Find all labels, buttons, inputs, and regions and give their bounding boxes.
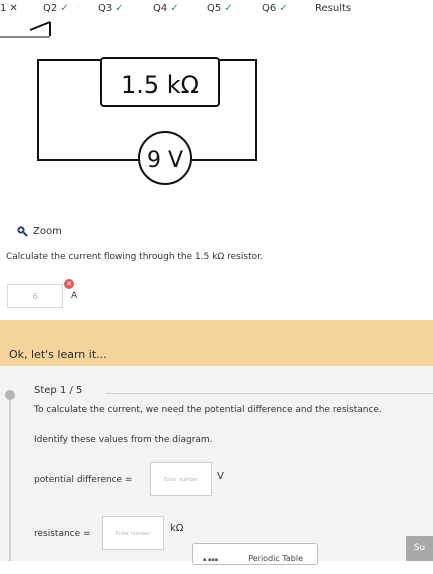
tab-label: Q6 xyxy=(262,3,277,14)
step-indicator-dot xyxy=(5,390,15,400)
resistance-unit: kΩ xyxy=(170,523,184,534)
answer-unit: A xyxy=(71,291,78,301)
check-icon: ✓ xyxy=(224,3,233,14)
zoom-button[interactable] xyxy=(16,224,62,238)
magnifier-icon xyxy=(16,225,28,237)
question-tab-bar xyxy=(0,0,433,18)
learn-header xyxy=(0,320,433,366)
tab-label: 1 xyxy=(0,3,7,14)
learn-panel xyxy=(0,320,433,561)
battery-label: 9 V xyxy=(146,148,184,173)
periodic-table-label: Periodic Table xyxy=(248,554,303,563)
tab-q3[interactable] xyxy=(98,2,124,16)
potential-difference-unit: V xyxy=(217,471,224,482)
submit-button[interactable]: Su xyxy=(406,536,433,561)
check-icon: ✓ xyxy=(279,3,288,14)
check-icon: ✓ xyxy=(115,3,124,14)
tab-results[interactable] xyxy=(315,2,351,16)
answer-input[interactable]: 6 xyxy=(7,284,63,308)
potential-difference-input[interactable]: Enter number xyxy=(150,462,212,496)
periodic-table-button[interactable] xyxy=(192,543,318,565)
check-icon: ✓ xyxy=(60,3,69,14)
periodic-table-icon: ▪ ▪▪▪ xyxy=(203,557,219,563)
instruction-text: To calculate the current, we need the potential difference and the resistance. xyxy=(34,405,382,415)
tab-q6[interactable] xyxy=(262,2,288,16)
resistance-label: resistance = xyxy=(34,529,91,539)
instruction-text-2: Identify these values from the diagram. xyxy=(34,435,213,445)
tab-q1[interactable] xyxy=(0,2,18,16)
tab-label: Q2 xyxy=(43,3,58,14)
tab-label: Q3 xyxy=(98,3,113,14)
tab-label: Q5 xyxy=(207,3,222,14)
circuit-diagram xyxy=(0,18,433,220)
divider xyxy=(106,393,433,394)
question-text: Calculate the current flowing through the 1.5 kΩ resistor. xyxy=(6,252,263,262)
step-label: Step 1 / 5 xyxy=(34,385,83,396)
step-progress-line xyxy=(9,400,11,561)
cross-icon: ✕ xyxy=(9,3,18,14)
potential-difference-label: potential difference = xyxy=(34,475,133,485)
tab-label: Q4 xyxy=(153,3,168,14)
zoom-label: Zoom xyxy=(33,225,62,237)
tab-q4[interactable] xyxy=(153,2,179,16)
tab-q2[interactable] xyxy=(43,2,69,16)
tab-q5[interactable] xyxy=(207,2,233,16)
cross-icon: ✕ xyxy=(64,279,74,289)
tab-label: Results xyxy=(315,3,352,14)
resistance-input[interactable]: Enter number xyxy=(102,516,164,550)
resistor-label: 1.5 kΩ xyxy=(120,71,200,99)
check-icon: ✓ xyxy=(170,3,179,14)
learn-title: Ok, let's learn it... xyxy=(9,348,107,361)
